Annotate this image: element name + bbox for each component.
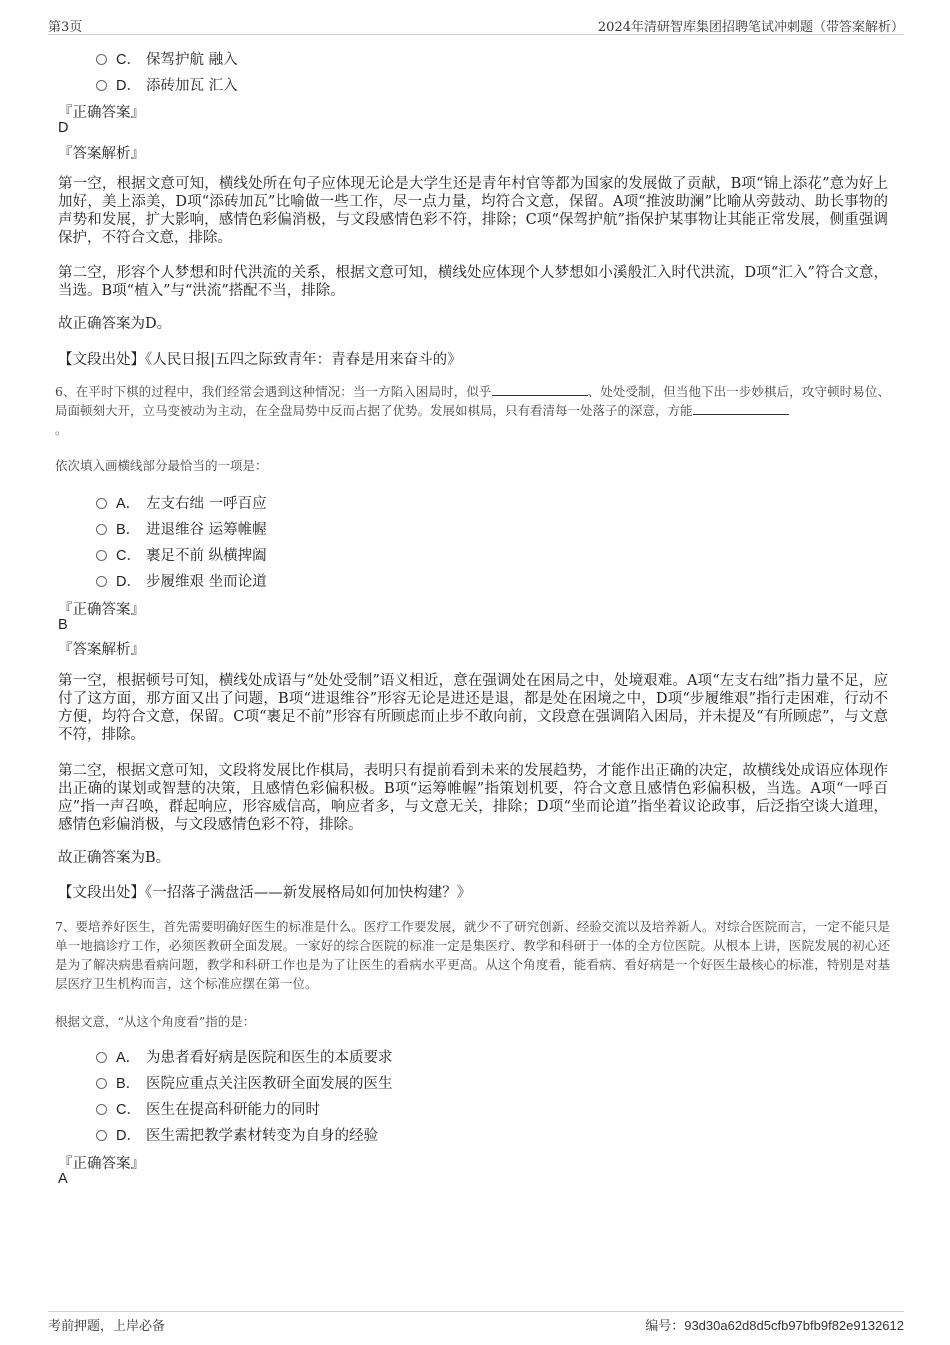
q6-analysis-1: 第一空，根据顿号可知，横线处成语与“处处受制”语义相近，意在强调处在困局之中，处境艰难。A项“左支右绌”指力量不足，应付了这方面，那方面又出了问题，B项“进退维谷”形容无论是进还是退，都是处在困境之中，D项“步履维艰”指行走困难，行动不方便，均符合文意，保留。C项“裹足不前”形容有所顾虑而止步不敢向前，文段意在强调陷入困局，并未提及“有所顾虑”，与文意不符，排除。 [58, 673, 888, 743]
blank-1 [492, 383, 588, 396]
radio-icon[interactable] [96, 550, 107, 561]
q6-question: 6、在平时下棋的过程中，我们经常会遇到这种情况：当一方陷入困局时，似乎 、处处受制，但当他下出一步妙棋后，攻守顿时易位、局面顿刻大开，立马变被动为主动，在全盘局势中反而占据了优势。发展如棋局，只有看清每一处落子的深意，方能 。 [55, 384, 890, 437]
page-footer [48, 1311, 904, 1336]
radio-icon[interactable] [96, 1130, 107, 1141]
document-id: 编号：93d30a62d8d5cfb97bfb9f82e9132612 [645, 1318, 904, 1333]
radio-icon[interactable] [96, 1052, 107, 1063]
q7-prompt: 根据文意，“从这个角度看”指的是： [55, 1014, 256, 1029]
q7-question: 7、要培养好医生，首先需要明确好医生的标准是什么。医疗工作要发展，就少不了研究创新、经验交流以及培养新人。对综合医院而言，一定不能只是单一地搞诊疗工作，必须医教研全面发展。一家好的综合医院的标准一定是集医疗、教学和科研于一体的全方位医院。从根本上讲，医院发展的初心还是为了解决病患看病问题，教学和科研工作也是为了让医生的看病水平更高。从这个角度看，能看病、看好病是一个好医生最核心的标准，特别是对基层医疗卫生机构而言，这个标准应摆在第一位。 [55, 919, 890, 991]
radio-icon[interactable] [96, 1078, 107, 1089]
q6-source: 【文段出处】《一招落子满盘活——新发展格局如何加快构建？》 [58, 885, 472, 901]
radio-icon[interactable] [96, 80, 107, 91]
document-title: 2024年清研智库集团招聘笔试冲刺题（带答案解析） [597, 20, 904, 35]
q6-answer: B [58, 617, 68, 633]
q5-conclusion: 故正确答案为D。 [58, 316, 172, 332]
radio-icon[interactable] [96, 524, 107, 535]
q5-answer-label: 『正确答案』 [58, 105, 145, 121]
q6-analysis-label: 『答案解析』 [58, 642, 145, 658]
q6-conclusion: 故正确答案为B。 [58, 850, 171, 866]
q6-prompt: 依次填入画横线部分最恰当的一项是： [55, 458, 268, 473]
radio-icon[interactable] [96, 1104, 107, 1115]
q5-analysis-1: 第一空，根据文意可知，横线处所在句子应体现无论是大学生还是青年村官等都为国家的发展做了贡献，B项“锦上添花”意为好上加好，美上添美，D项“添砖加瓦”比喻做一些工作，尽一点力量，均符合文意，保留。A项“推波助澜”比喻从旁鼓动、助长事物的声势和发展，扩大影响，感情色彩偏消极，与文段感情色彩不符，排除；C项“保驾护航”指保护某事物让其能正常发展，侧重强调保护，不符合文意，排除。 [58, 176, 888, 246]
q5-analysis-2: 第二空，形容个人梦想和时代洪流的关系，根据文意可知，横线处应体现个人梦想如小溪般汇入时代洪流，D项“汇入”符合文意，当选。B项“植入”与“洪流”搭配不当，排除。 [58, 265, 888, 299]
q7-answer-label: 『正确答案』 [58, 1156, 145, 1172]
q6-answer-label: 『正确答案』 [58, 602, 145, 618]
footer-slogan: 考前押题，上岸必备 [48, 1319, 166, 1334]
radio-icon[interactable] [96, 498, 107, 509]
radio-icon[interactable] [96, 54, 107, 65]
radio-icon[interactable] [96, 576, 107, 587]
q5-answer: D [58, 120, 69, 136]
page-number: 第3页 [48, 20, 83, 35]
page-header [48, 14, 904, 35]
q7-answer: A [58, 1171, 68, 1187]
blank-2 [693, 402, 789, 415]
q5-analysis-label: 『答案解析』 [58, 146, 145, 162]
q6-analysis-2: 第二空，根据文意可知，文段将发展比作棋局，表明只有提前看到未来的发展趋势，才能作出正确的决定，故横线处成语应体现作出正确的谋划或智慧的决策，且感情色彩偏积极。B项“运筹帷幄”指策划机要，符合文意且感情色彩偏积极，当选。A项“一呼百应”指一声召唤，群起响应，形容威信高，响应者多，与文意无关，排除；D项“坐而论道”指坐着议论政事，后泛指空谈大道理，感情色彩偏消极，与文段感情色彩不符，排除。 [58, 763, 888, 833]
q5-source: 【文段出处】《人民日报|五四之际致青年：青春是用来奋斗的》 [58, 352, 462, 368]
